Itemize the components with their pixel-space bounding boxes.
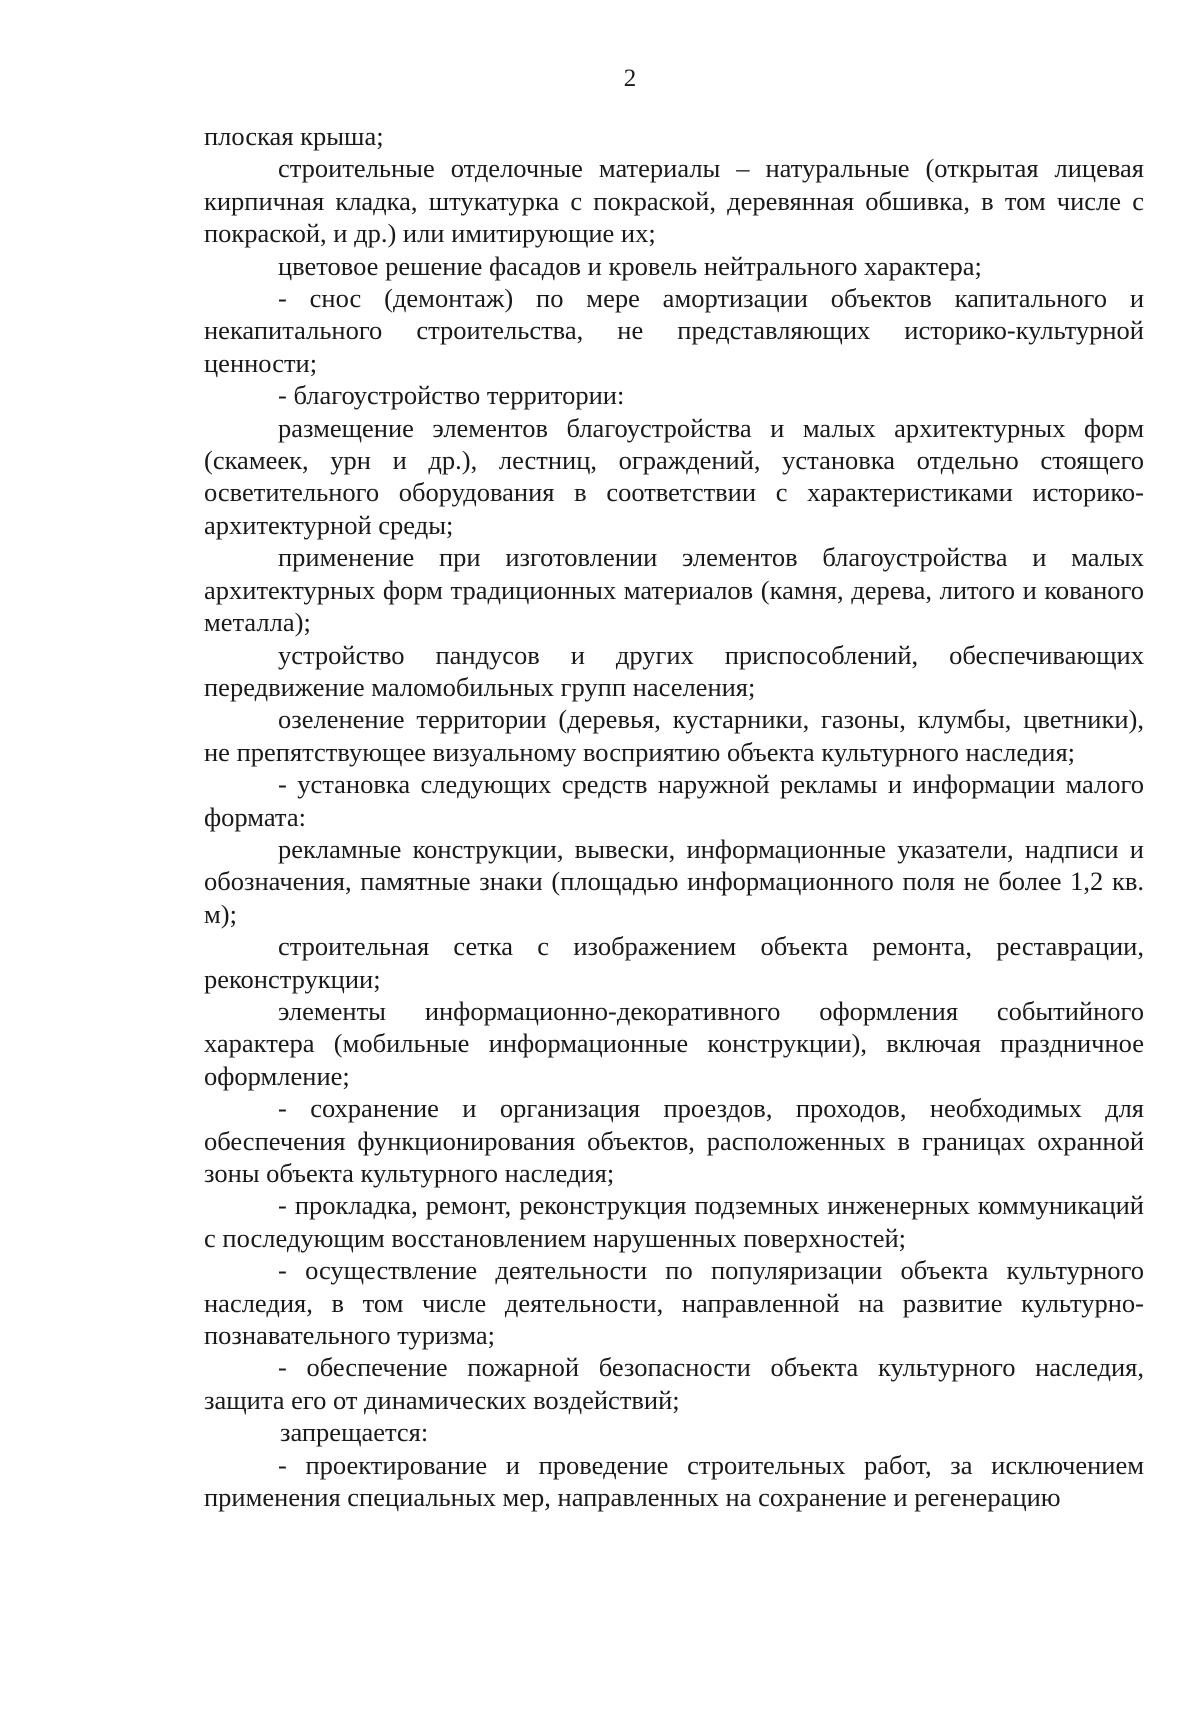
paragraph-finishing-materials: строительные отделочные материалы – натуральные (открытая лицевая кирпичная кладка, штукатурка с покраской, деревянная обшивка, в том числе с покраской, и др.) или имитирующие их; [204,153,1144,249]
paragraph-advertising-structures: рекламные конструкции, вывески, информационные указатели, надписи и обозначения, памятные знаки (площадью информационного поля не более 1,2 кв. м); [204,833,1144,929]
paragraph-design-construction: - проектирование и проведение строительных работ, за исключением применения специальных мер, направленных на сохранение и регенерацию [204,1449,1144,1513]
paragraph-flat-roof: плоская крыша; [204,121,384,151]
paragraph-landscaping-elements: размещение элементов благоустройства и малых архитектурных форм (скамеек, урн и др.), лестниц, ограждений, установка отдельно стоящего осветительного оборудования в соответствии с характеристиками историко-архитектурной среды; [204,412,1144,540]
paragraph-ramps: устройство пандусов и других приспособлений, обеспечивающих передвижение маломобильных групп населения; [204,639,1144,702]
paragraph-traditional-materials: применение при изготовлении элементов благоустройства и малых архитектурных форм традиционных материалов (камня, дерева, литого и кованого металла); [204,542,1144,638]
paragraph-demolition: - снос (демонтаж) по мере амортизации объектов капитального и некапитального строительства, не представляющих историко-культурной ценности; [204,283,1144,378]
paragraph-utilities: - прокладка, ремонт, реконструкция подземных инженерных коммуникаций с последующим восстановлением нарушенных поверхностей; [204,1190,1144,1253]
paragraph-decorative-elements: элементы информационно-декоративного оформления событийного характера (мобильные информационные конструкции), включая праздничное оформление; [204,995,1144,1091]
paragraph-prohibited-heading: запрещается: [280,1417,429,1448]
paragraph-popularization: - осуществление деятельности по популяризации объекта культурного наследия, в том числе деятельности, направленной на развитие культурно-познавательного туризма; [204,1255,1144,1351]
paragraph-construction-mesh: строительная сетка с изображением объекта ремонта, реставрации, реконструкции; [204,931,1144,994]
paragraph-fire-safety: - обеспечение пожарной безопасности объекта культурного наследия, защита его от динамических воздействий; [204,1352,1144,1415]
paragraph-color-scheme: цветовое решение фасадов и кровель нейтрального характера; [278,250,982,281]
document-body [204,120,1144,1513]
paragraph-passages: - сохранение и организация проездов, проходов, необходимых для обеспечения функционирования объектов, расположенных в границах охранной зоны объекта культурного наследия; [204,1093,1144,1188]
paragraph-landscaping-heading: - благоустройство территории: [278,380,625,411]
paragraph-advertising-heading: - установка следующих средств наружной рекламы и информации малого формата: [204,769,1144,832]
page-number: 2 [623,65,637,92]
paragraph-greening: озеленение территории (деревья, кустарники, газоны, клумбы, цветники), не препятствующее визуальному восприятию объекта культурного наследия; [204,704,1144,767]
